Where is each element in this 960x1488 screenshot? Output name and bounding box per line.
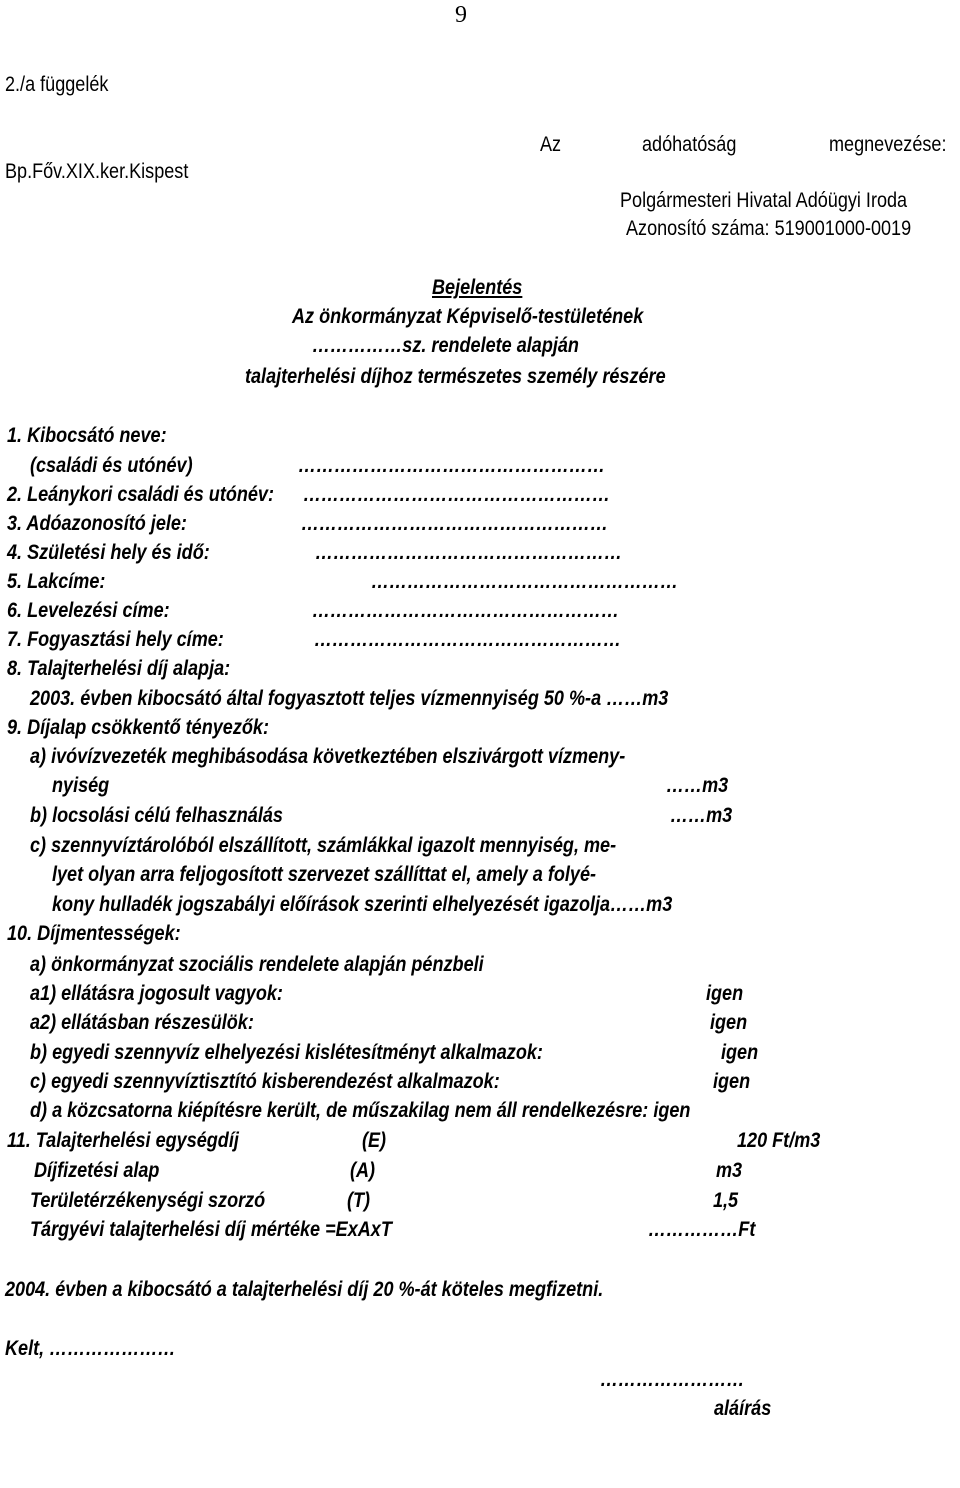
field-2-blank[interactable]: …………………………………………… — [303, 483, 611, 506]
field-6-label: 6. Levelezési címe: — [7, 599, 170, 622]
section-11-row2-value[interactable]: m3 — [716, 1159, 743, 1182]
authority-label-megnevezese: megnevezése: — [829, 133, 947, 156]
section-10-a1-line: a1) ellátásra jogosult vagyok: — [30, 982, 283, 1005]
field-4-label: 4. Születési hely és idő: — [7, 541, 210, 564]
section-11-row3-value: 1,5 — [713, 1189, 739, 1212]
section-9-c-line1: c) szennyvíztárolóból elszállított, számlákkal igazolt mennyiség, me- — [30, 834, 617, 857]
field-7-blank[interactable]: …………………………………………… — [314, 628, 622, 651]
section-11-row4-value[interactable]: ……………Ft — [648, 1218, 756, 1241]
section-11-row2-label: Díjfizetési alap — [34, 1159, 160, 1182]
section-9-b-value[interactable]: ……m3 — [670, 804, 733, 827]
section-10-b-value[interactable]: igen — [721, 1041, 759, 1064]
kelt-line[interactable]: Kelt, ………………… — [5, 1337, 176, 1360]
section-11-row3-symbol: (T) — [347, 1189, 371, 1212]
section-9-b-line: b) locsolási célú felhasználás — [30, 804, 283, 827]
section-10-b-line: b) egyedi szennyvíz elhelyezési kislétesítményt alkalmazok: — [30, 1041, 543, 1064]
signature-label: aláírás — [714, 1397, 772, 1420]
field-7-label: 7. Fogyasztási hely címe: — [7, 628, 224, 651]
doc-subtitle-3: talajterhelési díjhoz természetes személy részére — [245, 365, 666, 388]
section-11-row1-label: 11. Talajterhelési egységdíj — [7, 1129, 239, 1152]
section-10-heading: 10. Díjmentességek: — [7, 922, 181, 945]
field-5-blank[interactable]: …………………………………………… — [371, 570, 679, 593]
authority-district: Bp.Főv.XIX.ker.Kispest — [5, 160, 189, 183]
section-9-a-value[interactable]: ……m3 — [666, 774, 729, 797]
authority-label-az: Az — [540, 133, 562, 156]
section-10-a1-value[interactable]: igen — [706, 982, 744, 1005]
section-10-c-value[interactable]: igen — [713, 1070, 751, 1093]
field-1-blank[interactable]: …………………………………………… — [298, 454, 606, 477]
section-11-row1-value: 120 Ft/m3 — [737, 1129, 821, 1152]
signature-line[interactable]: …………………… — [600, 1368, 745, 1391]
field-3-label: 3. Adóazonosító jele: — [7, 512, 187, 535]
doc-title: Bejelentés — [432, 276, 523, 299]
section-9-a-line1: a) ivóvízvezeték meghibásodása következtében elszivárgott vízmeny- — [30, 745, 626, 768]
section-11-row3-label: Területérzékenységi szorzó — [30, 1189, 266, 1212]
field-1-sublabel: (családi és utónév) — [30, 454, 193, 477]
authority-label-adohatosag: adóhatóság — [642, 133, 737, 156]
authority-office: Polgármesteri Hivatal Adóügyi Iroda — [620, 189, 908, 212]
field-3-blank[interactable]: …………………………………………… — [301, 512, 609, 535]
section-9-c-line3: kony hulladék jogszabályi előírások szerinti elhelyezését igazolja……m3 — [52, 893, 673, 916]
field-8-label: 8. Talajterhelési díj alapja: — [7, 657, 231, 680]
section-10-a2-value[interactable]: igen — [710, 1011, 748, 1034]
field-1-label: 1. Kibocsátó neve: — [7, 424, 167, 447]
payment-note: 2004. évben a kibocsátó a talajterhelési díj 20 %-át köteles megfizetni. — [5, 1278, 604, 1301]
section-9-a-line2: nyiség — [52, 774, 110, 797]
appendix-label: 2./a függelék — [5, 73, 109, 96]
section-11-row2-symbol: (A) — [350, 1159, 376, 1182]
field-8-text: 2003. évben kibocsátó által fogyasztott teljes vízmennyiség 50 %-a ……m3 — [30, 687, 669, 710]
section-11-row4-label: Tárgyévi talajterhelési díj mértéke =ExAxT — [30, 1218, 392, 1241]
page-number: 9 — [455, 2, 467, 28]
section-10-a-line: a) önkormányzat szociális rendelete alapján pénzbeli — [30, 953, 484, 976]
doc-subtitle-2: ……………sz. rendelete alapján — [312, 334, 579, 357]
field-2-label: 2. Leánykori családi és utónév: — [7, 483, 275, 506]
field-5-label: 5. Lakcíme: — [7, 570, 106, 593]
section-10-a2-line: a2) ellátásban részesülök: — [30, 1011, 254, 1034]
section-10-d-line: d) a közcsatorna kiépítésre került, de műszakilag nem áll rendelkezésre: igen — [30, 1099, 691, 1122]
section-11-row1-symbol: (E) — [362, 1129, 387, 1152]
doc-subtitle-1: Az önkormányzat Képviselő-testületének — [292, 305, 644, 328]
field-4-blank[interactable]: …………………………………………… — [315, 541, 623, 564]
field-6-blank[interactable]: …………………………………………… — [312, 599, 620, 622]
section-9-heading: 9. Díjalap csökkentő tényezők: — [7, 716, 269, 739]
authority-id: Azonosító száma: 519001000-0019 — [626, 217, 912, 240]
section-10-c-line: c) egyedi szennyvíztisztító kisberendezést alkalmazok: — [30, 1070, 500, 1093]
section-9-c-line2: lyet olyan arra feljogosított szervezet szállíttat el, amely a folyé- — [52, 863, 597, 886]
